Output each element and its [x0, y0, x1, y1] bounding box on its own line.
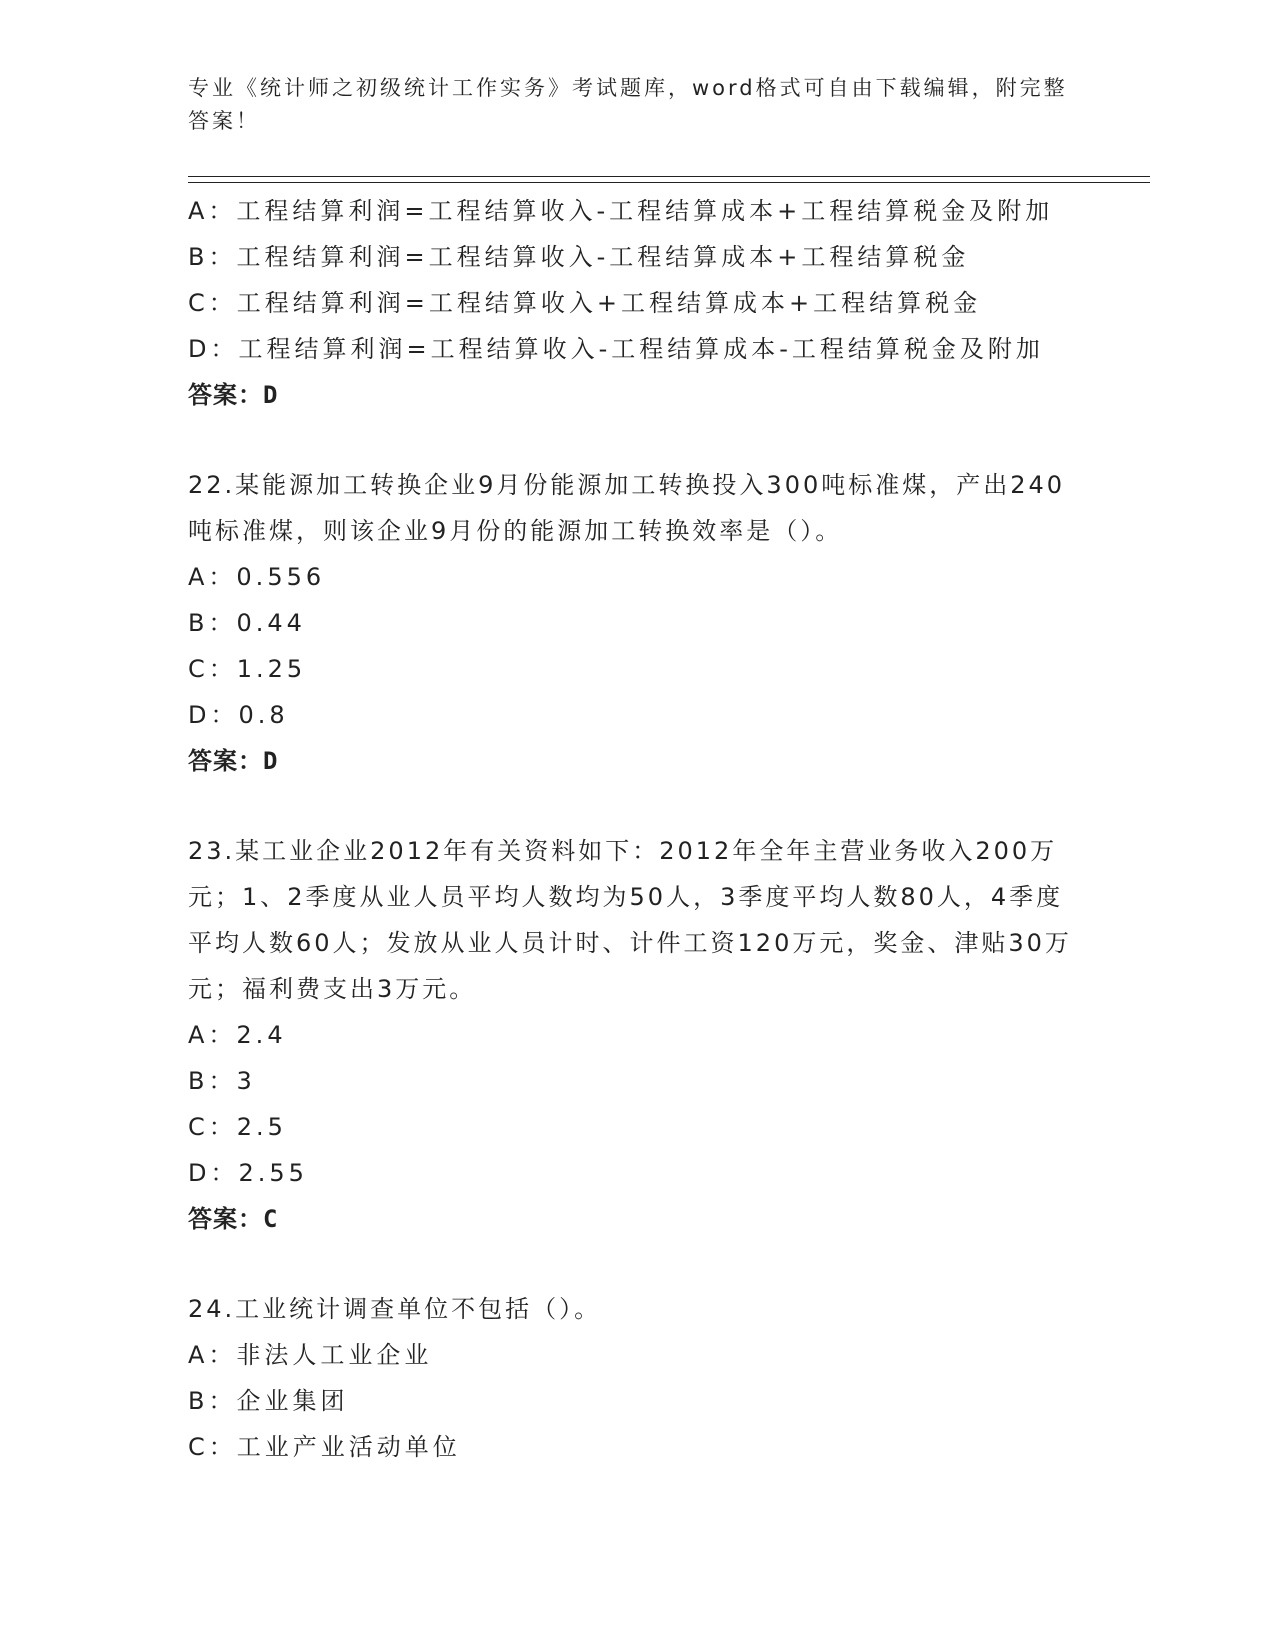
question-block-24: [188, 1286, 1088, 1470]
option-a: A：非法人工业企业: [188, 1341, 433, 1369]
option-a: A：2.4: [188, 1021, 287, 1049]
option-c: C：工业产业活动单位: [188, 1433, 461, 1461]
option-b: B：工程结算利润=工程结算收入-工程结算成本+工程结算税金: [188, 243, 970, 271]
answer-line: [188, 372, 1088, 418]
answer-label: 答案：: [188, 381, 263, 409]
option-c: C：1.25: [188, 655, 307, 683]
question-list: [188, 188, 1088, 1470]
header-rule-top: [188, 176, 1150, 177]
option-b: B：3: [188, 1067, 256, 1095]
question-text: 22.某能源加工转换企业9月份能源加工转换投入300吨标准煤，产出240吨标准煤，则该企业9月份的能源加工转换效率是（）。: [188, 471, 1066, 545]
option-a: A：工程结算利润=工程结算收入-工程结算成本+工程结算税金及附加: [188, 197, 1054, 225]
option-d: D：工程结算利润=工程结算收入-工程结算成本-工程结算税金及附加: [188, 335, 1044, 363]
question-text: 24.工业统计调查单位不包括（）。: [188, 1295, 602, 1323]
answer-value: C: [263, 1205, 279, 1233]
option-d: D：0.8: [188, 701, 289, 729]
question-block-21: [188, 188, 1088, 418]
option-a: A：0.556: [188, 563, 326, 591]
question-text: 23.某工业企业2012年有关资料如下：2012年全年主营业务收入200万元；1、2季度从业人员平均人数均为50人，3季度平均人数80人，4季度平均人数60人；发放从业人员计时、计件工资120万元，奖金、津贴30万元；福利费支出3万元。: [188, 837, 1072, 1003]
option-c: C：工程结算利润=工程结算收入+工程结算成本+工程结算税金: [188, 289, 982, 317]
option-b: B：0.44: [188, 609, 306, 637]
answer-line: [188, 738, 1088, 784]
question-block-22: [188, 462, 1088, 784]
answer-line: [188, 1196, 1088, 1242]
header-rule-bottom: [188, 182, 1150, 183]
answer-value: D: [263, 381, 279, 409]
option-b: B：企业集团: [188, 1387, 349, 1415]
answer-label: 答案：: [188, 747, 263, 775]
document-header: 专业《统计师之初级统计工作实务》考试题库，word格式可自由下载编辑，附完整答案！: [188, 76, 1068, 133]
option-d: D：2.55: [188, 1159, 308, 1187]
answer-value: D: [263, 747, 279, 775]
answer-label: 答案：: [188, 1205, 263, 1233]
option-c: C：2.5: [188, 1113, 287, 1141]
question-block-23: [188, 828, 1088, 1242]
